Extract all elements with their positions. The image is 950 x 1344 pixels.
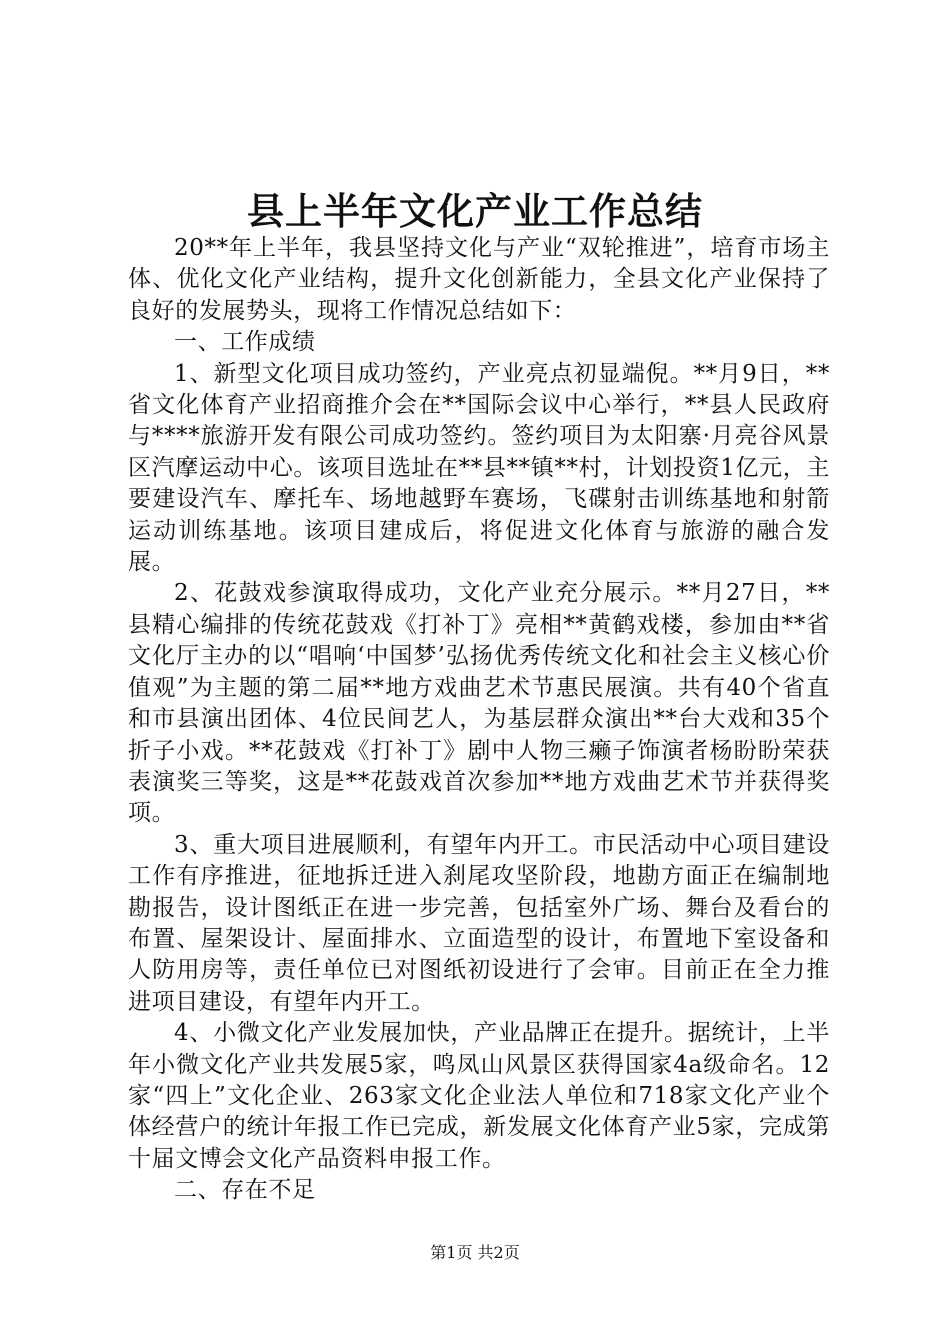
document-body bbox=[128, 233, 830, 1207]
section-heading-shortcomings: 二、存在不足 bbox=[174, 1177, 316, 1204]
paragraph-item-4: 4、小微文化产业发展加快，产业品牌正在提升。据统计，上半年小微文化产业共发展5家，鸣凤山风景区获得国家4a级命名。12家“四上”文化企业、263家文化企业法人单位和718家文化产业个体经营户的统计年报工作已完成，新发展文化体育产业5家，完成第十届文博会文化产品资料申报工作。 bbox=[128, 1020, 830, 1172]
paragraph-intro: 20**年上半年，我县坚持文化与产业“双轮推进”，培育市场主体、优化文化产业结构，提升文化创新能力，全县文化产业保持了良好的发展势头，现将工作情况总结如下： bbox=[128, 235, 830, 324]
page-footer bbox=[0, 1242, 950, 1264]
page-number: 第1页 共2页 bbox=[430, 1243, 520, 1262]
section-heading-achievements: 一、工作成绩 bbox=[174, 329, 316, 356]
paragraph-item-2: 2、花鼓戏参演取得成功，文化产业充分展示。**月27日，**县精心编排的传统花鼓戏《打补丁》亮相**黄鹤戏楼，参加由**省文化厅主办的以“唱响‘中国梦’弘扬优秀传统文化和社会主义核心价值观”为主题的第二届**地方戏曲艺术节惠民展演。共有40个省直和市县演出团体、4位民间艺人，为基层群众演出**台大戏和35个折子小戏。**花鼓戏《打补丁》剧中人物三癞子饰演者杨盼盼荣获表演奖三等奖，这是**花鼓戏首次参加**地方戏曲艺术节并获得奖项。 bbox=[128, 580, 830, 827]
paragraph-item-1: 1、新型文化项目成功签约，产业亮点初显端倪。**月9日，**省文化体育产业招商推介会在**国际会议中心举行，**县人民政府与****旅游开发有限公司成功签约。签约项目为太阳寨·月亮谷风景区汽摩运动中心。该项目选址在**县**镇**村，计划投资1亿元，主要建设汽车、摩托车、场地越野车赛场，飞碟射击训练基地和射箭运动训练基地。该项目建成后，将促进文化体育与旅游的融合发展。 bbox=[128, 360, 830, 576]
paragraph-item-3: 3、重大项目进展顺利，有望年内开工。市民活动中心项目建设工作有序推进，征地拆迁进入刹尾攻坚阶段，地勘方面正在编制地勘报告，设计图纸正在进一步完善，包括室外广场、舞台及看台的布置、屋架设计、屋面排水、立面造型的设计，布置地下室设备和人防用房等，责任单位已对图纸初设进行了会审。目前正在全力推进项目建设，有望年内开工。 bbox=[128, 831, 830, 1015]
document-title: 县上半年文化产业工作总结 bbox=[247, 189, 703, 233]
